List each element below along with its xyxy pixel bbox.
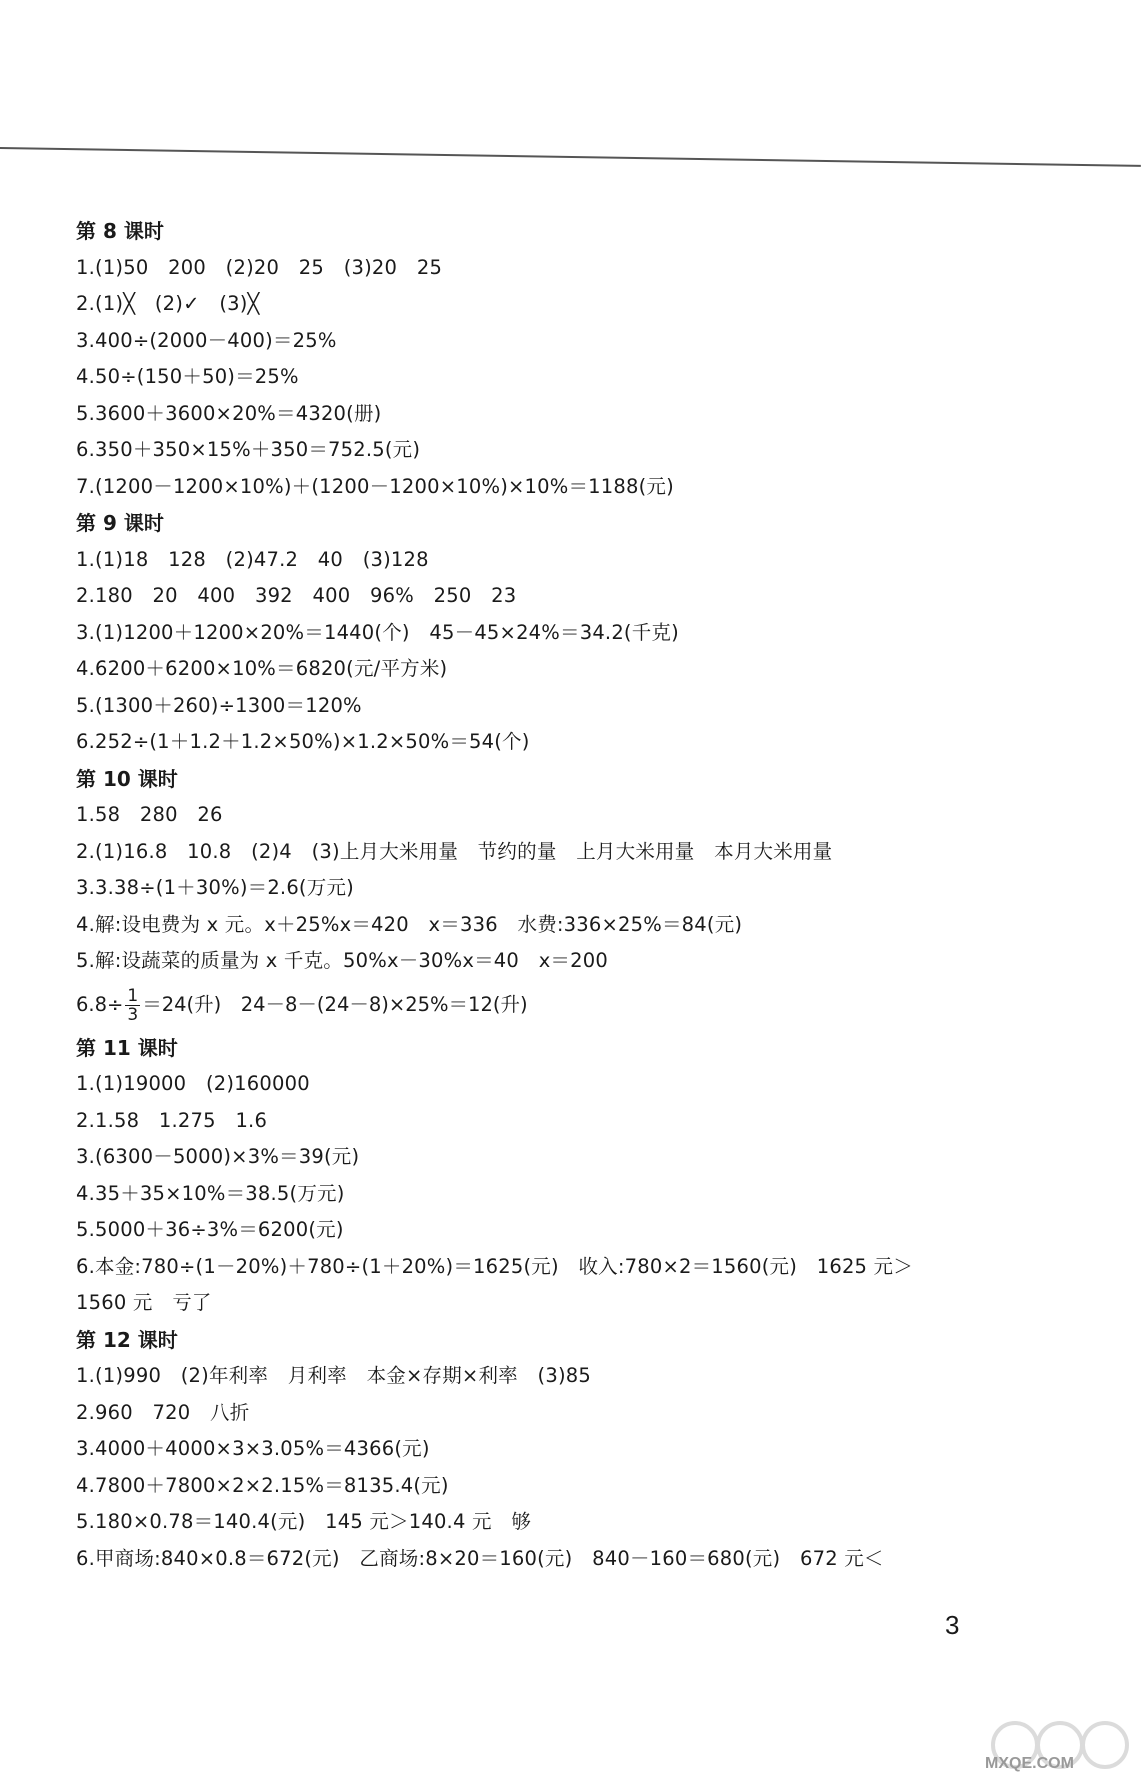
fraction-numerator: 1 <box>127 985 139 1006</box>
answer-content <box>76 213 1076 1577</box>
answer-line: 2.(1)16.8 10.8 (2)4 (3)上月大米用量 节约的量 上月大米用量 本月大米用量 <box>76 839 833 863</box>
answer-line: 6.本金:780÷(1－20%)＋780÷(1＋20%)＝1625(元) 收入:780×2＝1560(元) 1625 元＞ <box>76 1254 913 1278</box>
section-lesson-10 <box>76 761 1076 1030</box>
answer-line: 1.(1)990 (2)年利率 月利率 本金×存期×利率 (3)85 <box>76 1364 591 1387</box>
answer-line: 3.(1)1200＋1200×20%＝1440(个) 45－45×24%＝34.2(千克) <box>76 620 679 644</box>
answer-line: 6.252÷(1＋1.2＋1.2×50%)×1.2×50%＝54(个) <box>76 730 530 753</box>
fraction-denominator: 3 <box>127 1004 139 1025</box>
answer-line: 1.(1)50 200 (2)20 25 (3)20 25 <box>76 255 443 279</box>
answer-line: 2.180 20 400 392 400 96% 250 23 <box>76 584 517 607</box>
section-heading: 第 9 课时 <box>76 511 164 535</box>
watermark-url: MXQE.COM <box>985 1755 1074 1772</box>
answer-line: 4.7800＋7800×2×2.15%＝8135.4(元) <box>76 1473 449 1497</box>
answer-line: 5.(1300＋260)÷1300＝120% <box>76 693 362 717</box>
answer-line: 4.解:设电费为 x 元。x＋25%x＝420 x＝336 水费:336×25%＝84(元) <box>76 912 743 936</box>
section-lesson-11 <box>76 1030 1076 1322</box>
answer-line: 4.6200＋6200×10%＝6820(元/平方米) <box>76 657 448 680</box>
answer-line: 5.3600＋3600×20%＝4320(册) <box>76 401 382 425</box>
answer-line-with-fraction <box>76 980 1076 1030</box>
answer-line: 7.(1200－1200×10%)＋(1200－1200×10%)×10%＝1188(元) <box>76 474 674 498</box>
answer-line: 2.1.58 1.275 1.6 <box>76 1108 268 1132</box>
answer-line: 3.4000＋4000×3×3.05%＝4366(元) <box>76 1437 430 1460</box>
page-number: 3 <box>945 1610 960 1640</box>
answer-line: 1.(1)18 128 (2)47.2 40 (3)128 <box>76 547 429 571</box>
answer-line: 1.(1)19000 (2)160000 <box>76 1072 310 1095</box>
answer-line: 5.180×0.78＝140.4(元) 145 元＞140.4 元 够 <box>76 1510 532 1533</box>
section-lesson-12 <box>76 1322 1076 1578</box>
fraction-suffix: ＝24(升) 24－8－(24－8)×25%＝12(升) <box>142 992 528 1016</box>
section-lesson-8 <box>76 213 1076 505</box>
answer-line: 6.甲商场:840×0.8＝672(元) 乙商场:8×20＝160(元) 840－160＝680(元) 672 元＜ <box>76 1546 884 1570</box>
answer-line: 5.解:设蔬菜的质量为 x 千克。50%x－30%x＝40 x＝200 <box>76 949 608 972</box>
answer-line: 4.35＋35×10%＝38.5(万元) <box>76 1181 345 1205</box>
section-lesson-9 <box>76 505 1076 761</box>
watermark-logo <box>985 1705 1135 1785</box>
answer-line: 3.3.38÷(1＋30%)＝2.6(万元) <box>76 876 354 899</box>
answer-line: 4.50÷(150＋50)＝25% <box>76 365 299 388</box>
section-heading: 第 11 课时 <box>76 1035 178 1060</box>
answer-line: 5.5000＋36÷3%＝6200(元) <box>76 1218 344 1241</box>
section-heading: 第 12 课时 <box>76 1327 178 1352</box>
answer-line: 1560 元 亏了 <box>76 1291 212 1314</box>
fraction-prefix: 6.8÷ <box>76 992 124 1016</box>
answer-line: 2.960 720 八折 <box>76 1400 250 1424</box>
section-heading: 第 8 课时 <box>76 219 164 243</box>
top-divider-line <box>0 147 1141 167</box>
fraction <box>125 987 140 1024</box>
section-heading: 第 10 课时 <box>76 766 178 791</box>
answer-line: 2.(1)╳ (2)✓ (3)╳ <box>76 292 260 315</box>
answer-line: 6.350＋350×15%＋350＝752.5(元) <box>76 438 421 461</box>
answer-line: 1.58 280 26 <box>76 803 223 826</box>
answer-line: 3.(6300－5000)×3%＝39(元) <box>76 1145 360 1168</box>
answer-line: 3.400÷(2000－400)＝25% <box>76 328 337 352</box>
